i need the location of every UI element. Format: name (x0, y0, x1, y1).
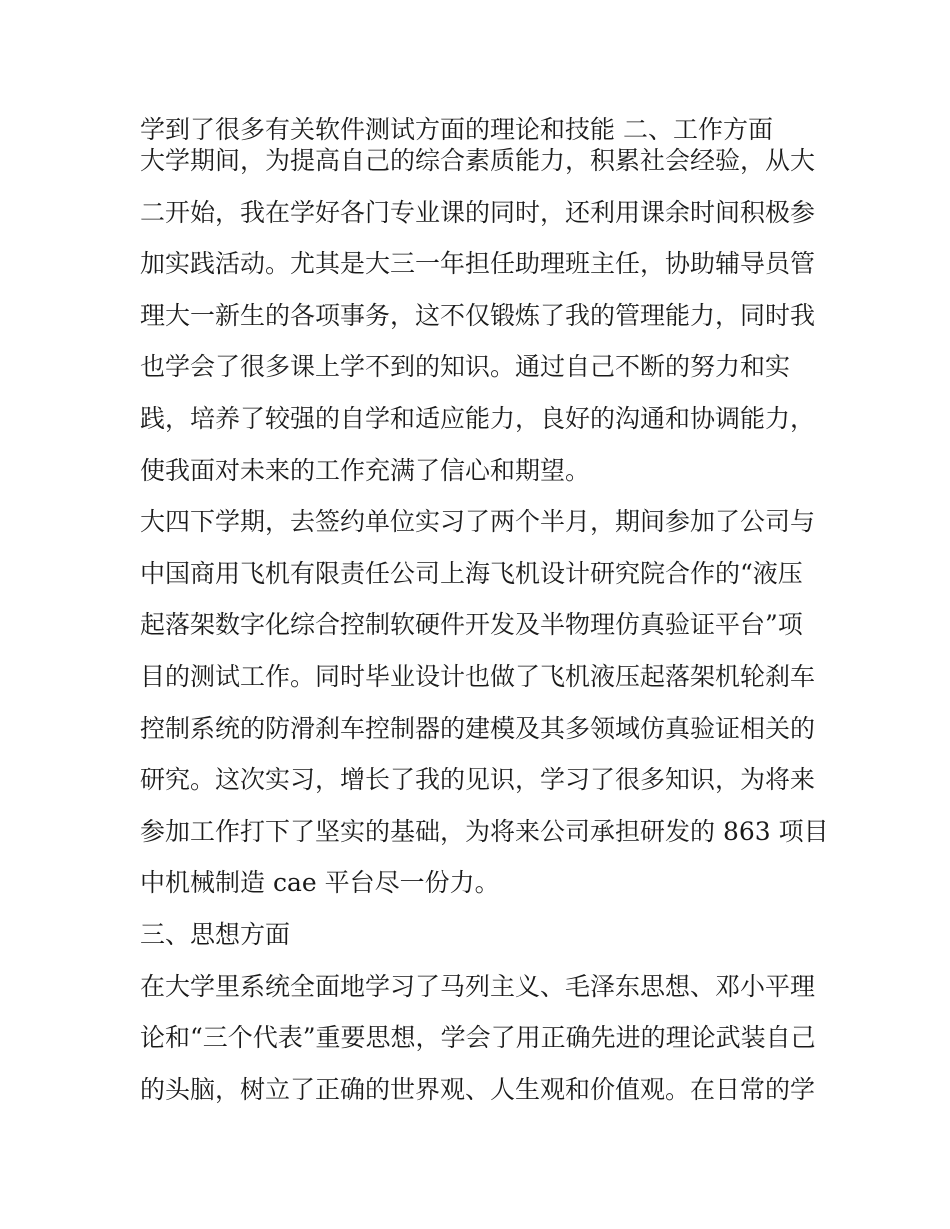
text-line: 三、思想方面 (140, 919, 291, 949)
text-line: 学到了很多有关软件测试方面的理论和技能 二、工作方面 (140, 115, 773, 144)
text-line: 起落架数字化综合控制软硬件开发及半物理仿真验证平台”项 (140, 610, 803, 640)
text-line: 目的测试工作。同时毕业设计也做了飞机液压起落架机轮刹车 (140, 661, 816, 691)
text-line: 加实践活动。尤其是大三一年担任助理班主任，协助辅导员管 (140, 249, 816, 279)
text-line: 控制系统的防滑刹车控制器的建模及其多领域仿真验证相关的 (140, 713, 816, 743)
text-line: 中国商用飞机有限责任公司上海飞机设计研究院合作的“液压 (140, 558, 803, 588)
document-body (140, 108, 829, 1119)
text-line: 大四下学期，去签约单位实习了两个半月，期间参加了公司与 (140, 507, 816, 537)
text-line: 二开始，我在学好各门专业课的同时，还利用课余时间积极参 (140, 197, 816, 227)
text-line: 的头脑，树立了正确的世界观、人生观和价值观。在日常的学 (140, 1074, 816, 1104)
text-line: 论和“三个代表”重要思想，学会了用正确先进的理论武装自己 (140, 1023, 816, 1053)
text-line: 也学会了很多课上学不到的知识。通过自己不断的努力和实 (140, 352, 791, 382)
text-line: 研究。这次实习，增长了我的见识，学习了很多知识，为将来 (140, 765, 816, 795)
text-line: 参加工作打下了坚实的基础，为将来公司承担研发的 863 项目 (140, 816, 829, 846)
text-line: 使我面对未来的工作充满了信心和期望。 (140, 455, 591, 485)
text-line: 在大学里系统全面地学习了马列主义、毛泽东思想、邓小平理 (140, 971, 816, 1001)
text-line: 中机械制造 cae 平台尽一份力。 (140, 868, 500, 898)
text-line: 践，培养了较强的自学和适应能力，良好的沟通和协调能力， (140, 403, 816, 433)
text-line: 理大一新生的各项事务，这不仅锻炼了我的管理能力，同时我 (140, 300, 816, 330)
text-line: 大学期间，为提高自己的综合素质能力，积累社会经验，从大 (140, 146, 816, 175)
